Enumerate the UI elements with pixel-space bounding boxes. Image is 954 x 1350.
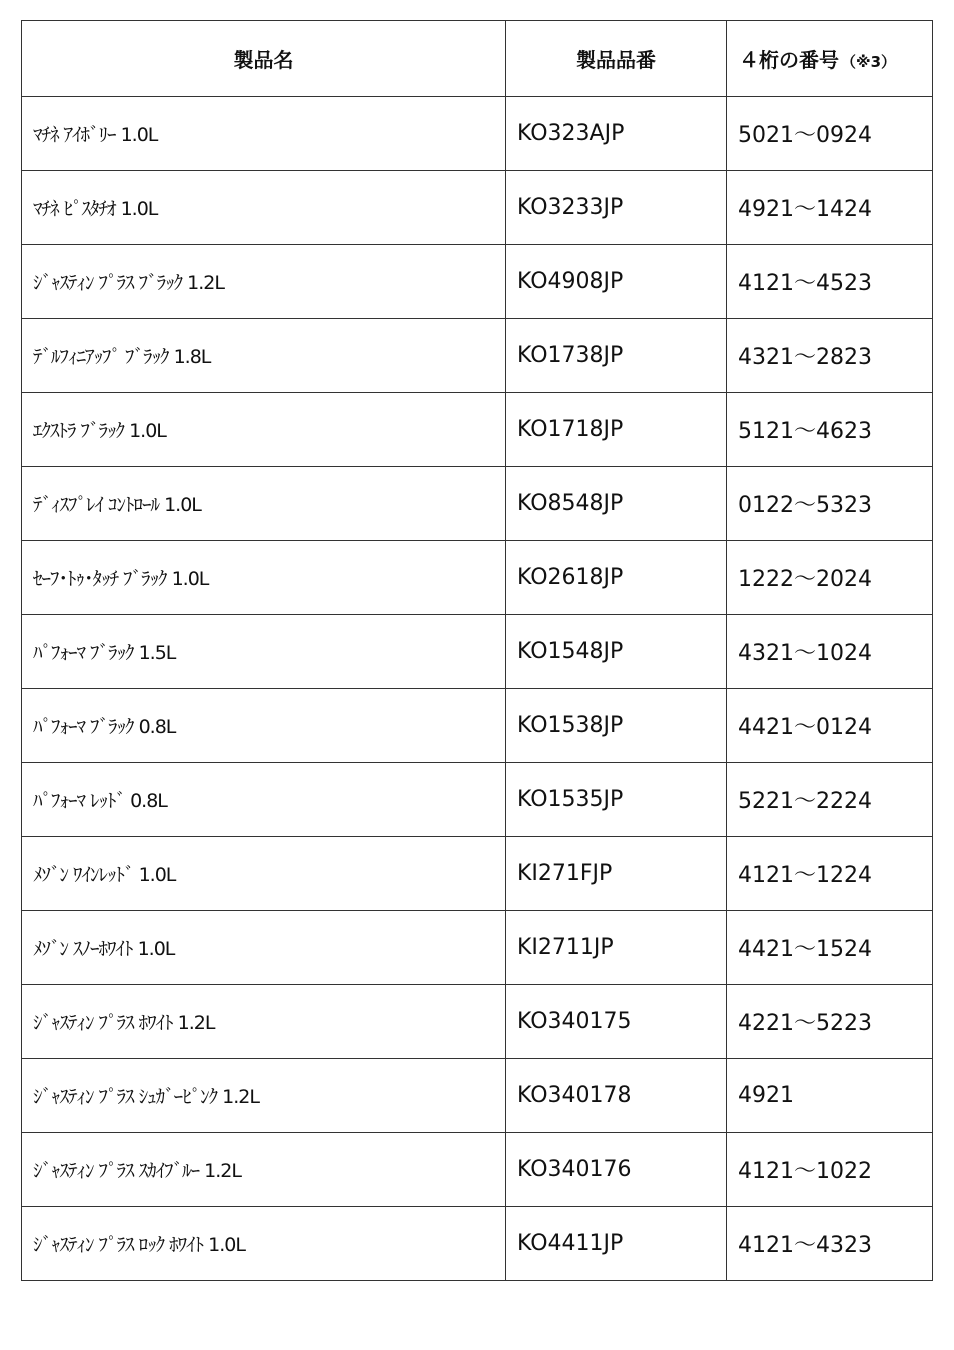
serial-number-cell: 1222～2024	[727, 541, 933, 615]
table-row	[22, 1207, 933, 1281]
product-name-cell: ﾏﾁﾈ ﾋﾟｽﾀﾁｵ 1.0L	[22, 171, 506, 245]
product-name-cell: ｼﾞｬｽﾃｨﾝ ﾌﾟﾗｽ ｼｭｶﾞｰﾋﾟﾝｸ 1.2L	[22, 1059, 506, 1133]
table-row	[22, 319, 933, 393]
table-row	[22, 911, 933, 985]
product-name-cell: ｼﾞｬｽﾃｨﾝ ﾌﾟﾗｽ ﾛｯｸ ﾎﾜｲﾄ 1.0L	[22, 1207, 506, 1281]
serial-number-cell: 4921	[727, 1059, 933, 1133]
header-product-code: 製品品番	[506, 21, 727, 97]
product-code-cell: KO4411JP	[506, 1207, 727, 1281]
table-row	[22, 171, 933, 245]
product-code-cell: KO1718JP	[506, 393, 727, 467]
product-code-cell: KI271FJP	[506, 837, 727, 911]
serial-number-cell: 4321～2823	[727, 319, 933, 393]
product-code-cell: KO8548JP	[506, 467, 727, 541]
serial-number-cell: 5221～2224	[727, 763, 933, 837]
product-name-cell: ｾｰﾌ･ﾄｩ･ﾀｯﾁ ﾌﾞﾗｯｸ 1.0L	[22, 541, 506, 615]
table-row	[22, 689, 933, 763]
table-row	[22, 985, 933, 1059]
product-name-cell: ｼﾞｬｽﾃｨﾝ ﾌﾟﾗｽ ﾌﾞﾗｯｸ 1.2L	[22, 245, 506, 319]
product-code-cell: KO2618JP	[506, 541, 727, 615]
product-code-cell: KO340178	[506, 1059, 727, 1133]
serial-number-cell: 4421～1524	[727, 911, 933, 985]
table-row	[22, 541, 933, 615]
product-name-cell: ｴｸｽﾄﾗ ﾌﾞﾗｯｸ 1.0L	[22, 393, 506, 467]
product-code-cell: KO340176	[506, 1133, 727, 1207]
table-row	[22, 615, 933, 689]
serial-number-cell: 0122～5323	[727, 467, 933, 541]
serial-number-cell: 5021～0924	[727, 97, 933, 171]
serial-number-cell: 4221～5223	[727, 985, 933, 1059]
table-row	[22, 1059, 933, 1133]
serial-number-cell: 4121～1022	[727, 1133, 933, 1207]
product-name-cell: ｼﾞｬｽﾃｨﾝ ﾌﾟﾗｽ ﾎﾜｲﾄ 1.2L	[22, 985, 506, 1059]
product-name-cell: ﾊﾟﾌｫｰﾏ ﾚｯﾄﾞ 0.8L	[22, 763, 506, 837]
table-row	[22, 97, 933, 171]
product-name-cell: ﾃﾞｨｽﾌﾟﾚｲ ｺﾝﾄﾛｰﾙ 1.0L	[22, 467, 506, 541]
product-code-cell: KO3233JP	[506, 171, 727, 245]
table-body	[22, 97, 933, 1281]
product-name-cell: ﾏﾁﾈ ｱｲﾎﾞﾘｰ 1.0L	[22, 97, 506, 171]
table-row	[22, 245, 933, 319]
product-code-cell: KO1538JP	[506, 689, 727, 763]
product-name-cell: ﾃﾞﾙﾌｨﾆｱｯﾌﾟ ﾌﾞﾗｯｸ 1.8L	[22, 319, 506, 393]
header-serial-note: （※3）	[841, 53, 897, 71]
product-code-cell: KO1535JP	[506, 763, 727, 837]
table-row	[22, 763, 933, 837]
table-row	[22, 1133, 933, 1207]
product-name-cell: ﾊﾟﾌｫｰﾏ ﾌﾞﾗｯｸ 0.8L	[22, 689, 506, 763]
serial-number-cell: 4121～4323	[727, 1207, 933, 1281]
product-code-cell: KO1738JP	[506, 319, 727, 393]
product-name-cell: ｼﾞｬｽﾃｨﾝ ﾌﾟﾗｽ ｽｶｲﾌﾞﾙｰ 1.2L	[22, 1133, 506, 1207]
product-code-cell: KO340175	[506, 985, 727, 1059]
serial-number-cell: 4421～0124	[727, 689, 933, 763]
header-serial-label: ４桁の番号	[739, 48, 839, 72]
table-row	[22, 467, 933, 541]
product-name-cell: ﾊﾟﾌｫｰﾏ ﾌﾞﾗｯｸ 1.5L	[22, 615, 506, 689]
serial-number-cell: 4321～1024	[727, 615, 933, 689]
header-product-name: 製品名	[22, 21, 506, 97]
header-row	[22, 21, 933, 97]
serial-number-cell: 4921～1424	[727, 171, 933, 245]
table-row	[22, 837, 933, 911]
product-serial-table	[21, 20, 933, 1281]
product-code-cell: KI2711JP	[506, 911, 727, 985]
product-code-cell: KO323AJP	[506, 97, 727, 171]
serial-number-cell: 4121～1224	[727, 837, 933, 911]
product-code-cell: KO4908JP	[506, 245, 727, 319]
serial-number-cell: 4121～4523	[727, 245, 933, 319]
product-name-cell: ﾒｿﾞﾝ ｽﾉｰﾎﾜｲﾄ 1.0L	[22, 911, 506, 985]
product-name-cell: ﾒｿﾞﾝ ﾜｲﾝﾚｯﾄﾞ 1.0L	[22, 837, 506, 911]
serial-number-cell: 5121～4623	[727, 393, 933, 467]
header-serial-number	[727, 21, 933, 97]
table-row	[22, 393, 933, 467]
product-code-cell: KO1548JP	[506, 615, 727, 689]
table-header	[22, 21, 933, 97]
